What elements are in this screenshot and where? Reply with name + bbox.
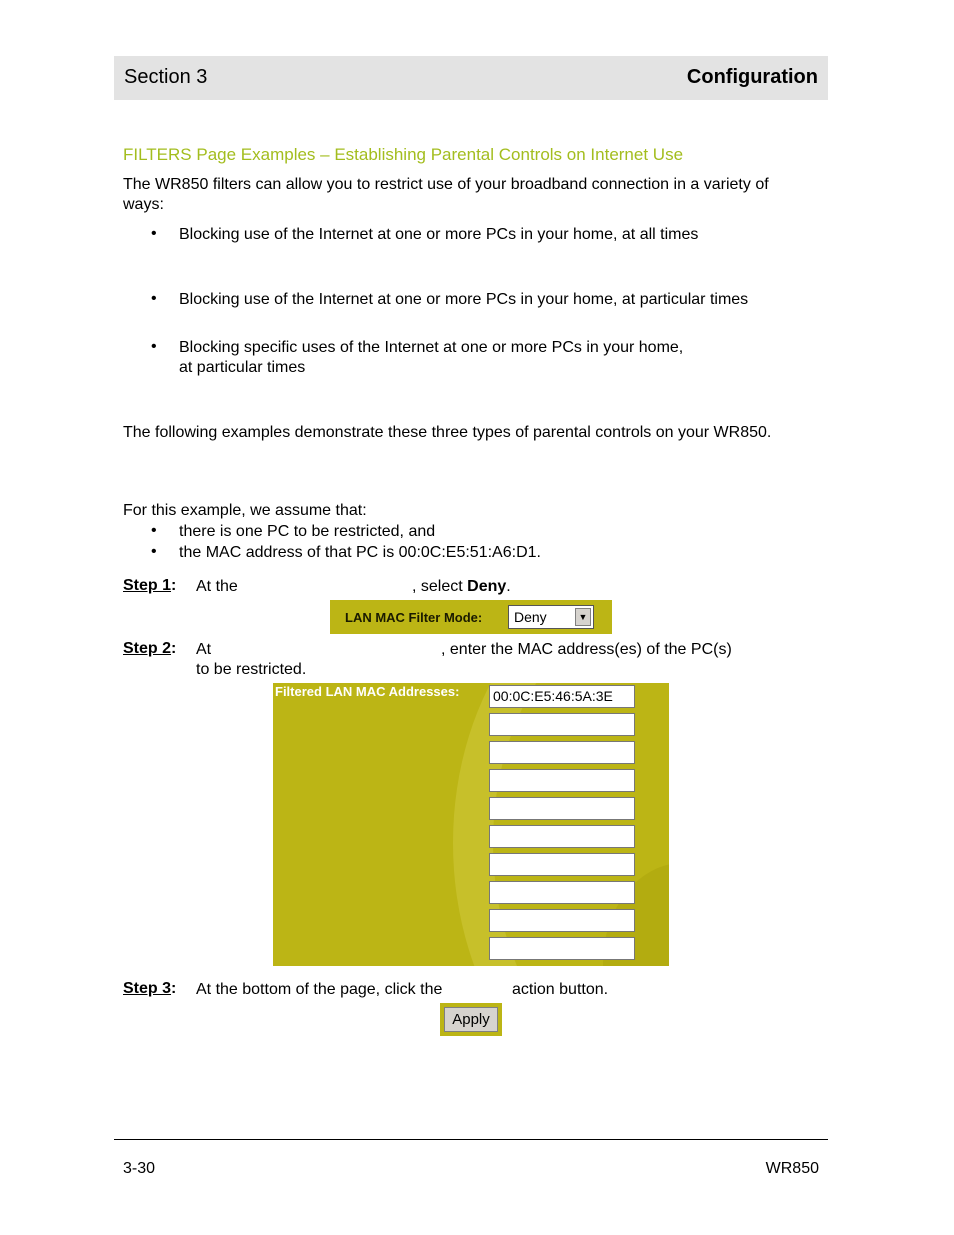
section-title: Configuration — [686, 66, 818, 88]
filter-mode-value: Deny — [514, 609, 547, 625]
mac-address-field-3[interactable] — [489, 741, 635, 764]
bullet-3-text-cont: at particular times — [179, 359, 306, 376]
step-1-bold: Deny — [467, 578, 507, 595]
step-3-text-a: At the bottom of the page, click the — [196, 981, 443, 998]
step-2-text-b: , enter the MAC address(es) of the PC(s) — [441, 641, 732, 658]
bullet-dot: • — [151, 522, 157, 539]
apply-button-frame — [440, 1003, 502, 1036]
bullet-dot: • — [151, 290, 157, 307]
mac-address-field-7[interactable] — [489, 853, 635, 876]
assumption-1: there is one PC to be restricted, and — [179, 523, 436, 540]
example-intro: For this example, we assume that: — [123, 502, 367, 519]
filter-mode-select[interactable] — [508, 605, 594, 629]
apply-button[interactable]: Apply — [444, 1007, 498, 1032]
bullet-2-text: Blocking use of the Internet at one or more PCs in your home, at particular times — [179, 291, 749, 308]
mac-address-field-9[interactable] — [489, 909, 635, 932]
examples-intro: The following examples demonstrate these three types of parental controls on your WR850. — [123, 424, 772, 441]
mac-address-field-8[interactable] — [489, 881, 635, 904]
step-1-text-c: . — [506, 578, 511, 595]
step-3-label: Step 3 — [123, 980, 172, 997]
step-2-label-group — [123, 640, 176, 658]
step-1-label: Step 1 — [123, 577, 172, 594]
bullet-dot: • — [151, 338, 157, 355]
footer-divider — [114, 1139, 828, 1140]
step-1-label-group — [123, 577, 176, 595]
step-2-text-a: At — [196, 641, 212, 658]
step-2-label: Step 2 — [123, 640, 172, 657]
bullet-1-text: Blocking use of the Internet at one or more PCs in your home, at all times — [179, 226, 699, 243]
filtered-mac-panel — [273, 683, 669, 966]
page-number: 3-30 — [123, 1160, 156, 1177]
mac-address-field-6[interactable] — [489, 825, 635, 848]
intro-line-1: The WR850 filters can allow you to restrict use of your broadband connection in a variety of — [123, 176, 769, 193]
mac-address-field-5[interactable] — [489, 797, 635, 820]
filter-mode-label: LAN MAC Filter Mode: — [345, 610, 483, 625]
mac-address-field-10[interactable] — [489, 937, 635, 960]
filtered-mac-label: Filtered LAN MAC Addresses: — [275, 684, 460, 699]
section-number: Section 3 — [124, 66, 208, 88]
bullet-3-text: Blocking specific uses of the Internet at one or more PCs in your home, — [179, 339, 684, 356]
step-2-text-line2: to be restricted. — [196, 661, 307, 678]
bullet-dot: • — [151, 543, 157, 560]
bullet-dot: • — [151, 225, 157, 242]
product-name: WR850 — [765, 1160, 819, 1177]
page-heading: FILTERS Page Examples – Establishing Parental Controls on Internet Use — [123, 145, 684, 164]
lan-mac-filter-mode-panel — [330, 600, 612, 634]
step-1-colon: : — [171, 577, 177, 594]
assumption-2: the MAC address of that PC is 00:0C:E5:51:A6:D1. — [179, 544, 541, 561]
step-3-text-b: action button. — [512, 981, 609, 998]
step-2-colon: : — [171, 640, 177, 657]
chevron-down-icon[interactable]: ▼ — [575, 608, 591, 626]
step-1-text-a: At the — [196, 578, 238, 595]
step-3-colon: : — [171, 980, 177, 997]
mac-address-field-1[interactable]: 00:0C:E5:46:5A:3E — [489, 685, 635, 708]
step-1-text-b-group — [412, 577, 511, 597]
step-3-label-group — [123, 980, 176, 998]
mac-address-field-2[interactable] — [489, 713, 635, 736]
step-1-text-b: , select — [412, 578, 468, 595]
intro-line-2: ways: — [123, 196, 164, 213]
mac-address-field-4[interactable] — [489, 769, 635, 792]
